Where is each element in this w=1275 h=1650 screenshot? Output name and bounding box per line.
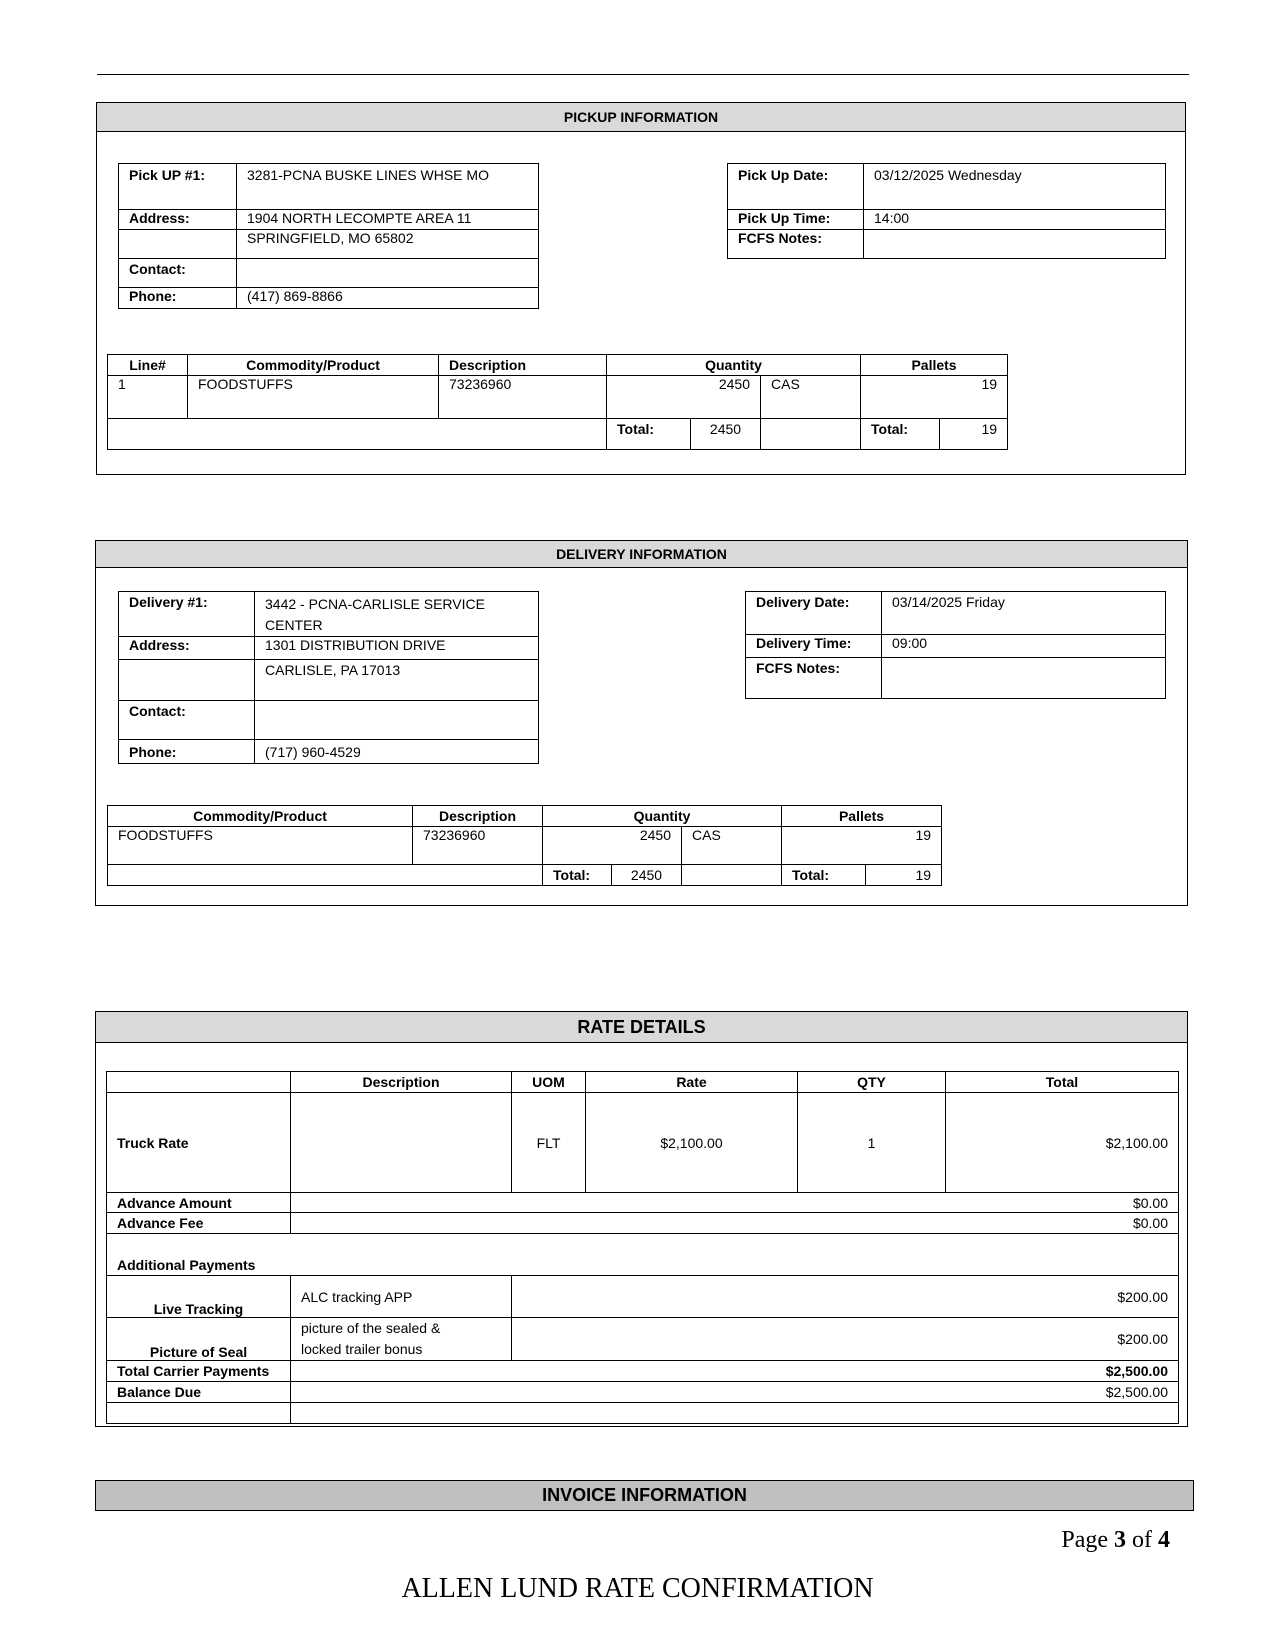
- footer-title: ALLEN LUND RATE CONFIRMATION: [401, 1573, 874, 1604]
- delivery-items-table: [107, 805, 942, 886]
- additional-payments-label: Additional Payments: [107, 1234, 1179, 1276]
- table-row: [107, 1318, 1179, 1361]
- pickup-contact-label: Contact:: [119, 259, 237, 288]
- delivery-contact-value: [255, 701, 539, 740]
- picture-seal-label: Picture of Seal: [107, 1318, 291, 1361]
- table-row: [107, 1276, 1179, 1318]
- pickup-date-value: 03/12/2025 Wednesday: [864, 164, 1166, 210]
- pickup-col-line: Line#: [108, 355, 188, 376]
- truck-rate-description: [291, 1093, 512, 1193]
- delivery-location-table: [118, 591, 539, 764]
- page-current: 3: [1114, 1527, 1126, 1553]
- delivery-number-value: [255, 592, 539, 637]
- pickup-row-uom: CAS: [761, 376, 861, 419]
- invoice-header: INVOICE INFORMATION: [542, 1485, 747, 1505]
- advance-amount-label: Advance Amount: [107, 1193, 291, 1213]
- pickup-total-pallets: 19: [940, 419, 1008, 450]
- picture-seal-description-line1: picture of the sealed &: [301, 1320, 441, 1336]
- table-row: [107, 1093, 1179, 1193]
- delivery-row-qty: 2450: [543, 827, 682, 865]
- delivery-fcfs-value: [882, 658, 1166, 699]
- picture-seal-description-line2: locked trailer bonus: [301, 1341, 423, 1357]
- delivery-contact-label: Contact:: [119, 701, 255, 740]
- pickup-row-line: 1: [108, 376, 188, 419]
- total-carrier-value: $2,500.00: [291, 1361, 1179, 1382]
- rate-col-uom: UOM: [512, 1072, 586, 1093]
- pickup-fcfs-value: [864, 230, 1166, 259]
- pickup-number-label: Pick UP #1:: [119, 164, 237, 210]
- pickup-time-value: 14:00: [864, 210, 1166, 230]
- pickup-fcfs-label: FCFS Notes:: [728, 230, 864, 259]
- rate-empty-cell-2: [291, 1403, 1179, 1424]
- pickup-address-blank: [119, 230, 237, 259]
- rate-table: [106, 1071, 1179, 1424]
- pickup-total-uom-blank: [761, 419, 861, 450]
- truck-rate-label: Truck Rate: [107, 1093, 291, 1193]
- delivery-col-commodity: Commodity/Product: [108, 806, 413, 827]
- delivery-time-label: Delivery Time:: [746, 635, 882, 658]
- rate-header: RATE DETAILS: [96, 1012, 1187, 1043]
- delivery-number-label: Delivery #1:: [119, 592, 255, 637]
- truck-rate-uom: FLT: [512, 1093, 586, 1193]
- delivery-date-value: 03/14/2025 Friday: [882, 592, 1166, 635]
- delivery-row-commodity: FOODSTUFFS: [108, 827, 413, 865]
- pickup-number-value: 3281-PCNA BUSKE LINES WHSE MO: [237, 164, 539, 210]
- live-tracking-value: $200.00: [512, 1276, 1179, 1318]
- advance-fee-label: Advance Fee: [107, 1213, 291, 1234]
- delivery-row-uom: CAS: [682, 827, 782, 865]
- top-rule: [97, 74, 1189, 75]
- delivery-address-line1: 1301 DISTRIBUTION DRIVE: [255, 637, 539, 660]
- pickup-row-commodity: FOODSTUFFS: [188, 376, 439, 419]
- pickup-items-table: [107, 354, 1008, 450]
- delivery-address-line2: CARLISLE, PA 17013: [255, 660, 539, 701]
- delivery-time-value: 09:00: [882, 635, 1166, 658]
- page-total: 4: [1158, 1527, 1170, 1553]
- pickup-row-qty: 2450: [607, 376, 761, 419]
- advance-fee-value: $0.00: [291, 1213, 1179, 1234]
- pickup-phone-value: (417) 869-8866: [237, 288, 539, 309]
- pickup-col-pallets: Pallets: [861, 355, 1008, 376]
- pickup-address-label: Address:: [119, 210, 237, 230]
- table-row: [108, 376, 1008, 419]
- pickup-header: PICKUP INFORMATION: [97, 103, 1185, 132]
- pickup-row-pallets: 19: [861, 376, 1008, 419]
- invoice-section: [95, 1480, 1194, 1511]
- truck-rate-total: $2,100.00: [946, 1093, 1179, 1193]
- delivery-number-line1: 3442 - PCNA-CARLISLE SERVICE: [265, 596, 485, 612]
- pickup-contact-value: [237, 259, 539, 288]
- truck-rate-qty: 1: [798, 1093, 946, 1193]
- pickup-address-line2: SPRINGFIELD, MO 65802: [237, 230, 539, 259]
- truck-rate-rate: $2,100.00: [586, 1093, 798, 1193]
- page-number: [1020, 1527, 1170, 1554]
- delivery-number-line2: CENTER: [265, 617, 323, 633]
- rate-col-blank: [107, 1072, 291, 1093]
- delivery-col-pallets: Pallets: [782, 806, 942, 827]
- rate-col-qty: QTY: [798, 1072, 946, 1093]
- table-row: [108, 827, 942, 865]
- advance-amount-value: $0.00: [291, 1193, 1179, 1213]
- pickup-col-commodity: Commodity/Product: [188, 355, 439, 376]
- pickup-date-label: Pick Up Date:: [728, 164, 864, 210]
- picture-seal-description: [291, 1318, 512, 1361]
- delivery-total-qty: 2450: [612, 865, 682, 886]
- delivery-total-qty-label: Total:: [543, 865, 612, 886]
- delivery-row-description: 73236960: [413, 827, 543, 865]
- delivery-col-quantity: Quantity: [543, 806, 782, 827]
- total-carrier-label: Total Carrier Payments: [107, 1361, 291, 1382]
- live-tracking-label: Live Tracking: [107, 1276, 291, 1318]
- page-prefix: Page: [1061, 1527, 1114, 1553]
- pickup-total-pallets-label: Total:: [861, 419, 940, 450]
- delivery-address-blank: [119, 660, 255, 701]
- delivery-row-pallets: 19: [782, 827, 942, 865]
- rate-col-rate: Rate: [586, 1072, 798, 1093]
- pickup-total-blank: [108, 419, 607, 450]
- delivery-schedule-table: [745, 591, 1166, 699]
- rate-col-description: Description: [291, 1072, 512, 1093]
- page-of: of: [1126, 1527, 1158, 1553]
- pickup-col-quantity: Quantity: [607, 355, 861, 376]
- delivery-total-pallets-label: Total:: [782, 865, 866, 886]
- picture-seal-value: $200.00: [512, 1318, 1179, 1361]
- pickup-total-qty: 2450: [691, 419, 761, 450]
- delivery-address-label: Address:: [119, 637, 255, 660]
- delivery-fcfs-label: FCFS Notes:: [746, 658, 882, 699]
- pickup-location-table: [118, 163, 539, 309]
- delivery-total-uom-blank: [682, 865, 782, 886]
- rate-col-total: Total: [946, 1072, 1179, 1093]
- delivery-col-description: Description: [413, 806, 543, 827]
- pickup-phone-label: Phone:: [119, 288, 237, 309]
- pickup-schedule-table: [727, 163, 1166, 259]
- delivery-total-pallets: 19: [866, 865, 942, 886]
- rate-empty-cell-1: [107, 1403, 291, 1424]
- pickup-time-label: Pick Up Time:: [728, 210, 864, 230]
- pickup-row-description: 73236960: [439, 376, 607, 419]
- balance-due-value: $2,500.00: [291, 1382, 1179, 1403]
- balance-due-label: Balance Due: [107, 1382, 291, 1403]
- live-tracking-description: ALC tracking APP: [291, 1276, 512, 1318]
- pickup-col-description: Description: [439, 355, 607, 376]
- delivery-date-label: Delivery Date:: [746, 592, 882, 635]
- delivery-phone-value: (717) 960-4529: [255, 740, 539, 764]
- delivery-total-blank: [108, 865, 543, 886]
- delivery-phone-label: Phone:: [119, 740, 255, 764]
- pickup-total-qty-label: Total:: [607, 419, 691, 450]
- delivery-header: DELIVERY INFORMATION: [96, 541, 1187, 568]
- pickup-address-line1: 1904 NORTH LECOMPTE AREA 11: [237, 210, 539, 230]
